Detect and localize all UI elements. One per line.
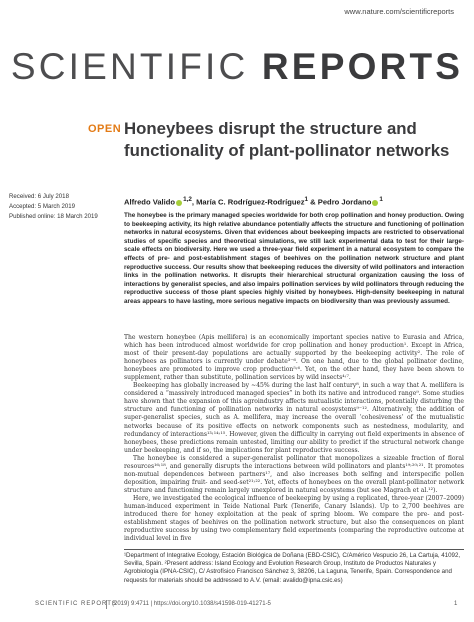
page-footer [0,600,474,612]
masthead-scientific: SCIENTIFIC [10,46,262,87]
body-paragraph: Here, we investigated the ecological influence of beekeeping by using a replicated, three-year (2007–2009) human-induced experiment in Teide National Park (Tenerife, Canary Islands). Up to 2,700 beehives are introduced there for honey exploitation at the peak of spring bloom. We compare the pre- and post-establishment stages of beehives on the pollination network structure, but also the consequences on plant reproductive success by using two complementary field experiments (comparing the reproductive outcome at individual level in five [124,494,464,543]
footer-journal-name: SCIENTIFIC REPORTS [35,601,117,607]
masthead-reports: REPORTS [261,46,464,87]
journal-masthead [0,46,474,88]
affiliation-divider [124,549,464,550]
body-paragraph: The western honeybee (Apis mellifera) is an economically important species native to Eurasia and Africa, which has been introduced almost worldwide for crop pollination and honey production¹. Except in Africa, most of their present-day populations are actually supported by the beekeeping activity². The role of honeybees as pollinators is currently under debate³⁻⁶. On one hand, due to the global pollinator decline, honeybees are promoted to improve crop production⁵˒⁶. Yet, on the other hand, they have been shown to supplement, rather than substitute, pollination services by wild insects⁴˒⁷. [124,334,464,382]
author-name[interactable]: , María C. Rodríguez-Rodríguez [191,197,305,207]
received-date: Received: 6 July 2018 [9,193,69,200]
author-affiliation-mark: 1 [304,196,309,203]
author-name[interactable]: & Pedro Jordano [308,197,372,207]
abstract: The honeybee is the primary managed species worldwide for both crop pollination and honey production. Owing to beekeeping activity, its high relative abundance potentially affects the structure and functioning of pollination networks in natural ecosystems. Given that evidences about beekeeping impacts are restricted to observational studies of specific species and theoretical simulations, we still lack experimental data to test for their large-scale effects on biodiversity. Here we used a three-year field experiment in a natural ecosystem to compare the effects of pre- and post-establishment stages of beehives on the pollination network structure and plant reproductive success. Our results show that beekeeping reduces the diversity of wild pollinators and interaction links in the pollination networks. It disrupts their hierarchical structural organization causing the loss of interactions by generalist species, and also impairs pollination services by wild pollinators through reducing the reproductive success of those plant species highly visited by honeybees. High-density beekeeping in natural areas appears to have lasting, more serious negative impacts on biodiversity than was previously assumed. [124,212,464,305]
body-paragraph: The honeybee is considered a super-generalist pollinator that monopolizes a sizeable fraction of floral resources¹⁶˒¹⁸, and generally disrupts the interactions between wild pollinators and plants¹⁹˒²⁰˒²¹. It promotes non-mutual dependences between partners¹⁷, and also increases both selfing and interspecific pollen deposition, impairing fruit- and seed-set²¹˒²². Yet, effects of honeybees on the overall plant-pollinator network structure and functioning remain largely unexplored in natural ecosystems (but see Magrach et al.¹²). [124,454,464,494]
orcid-icon[interactable] [372,200,378,206]
journal-url[interactable]: www.nature.com/scientificreports [344,7,454,16]
footer-citation[interactable]: (2019) 9:4711 | https://doi.org/10.1038/s41598-019-41271-5 [112,601,271,607]
orcid-icon[interactable] [176,200,182,206]
footer-divider [106,600,107,609]
affiliations: ¹Department of Integrative Ecology, Estación Biológica de Doñana (EBD-CSIC), C/Américo Vespucio 26, La Cartuja, 41092, Sevilla, Spain. ²Present address: Island Ecology and Evolution Research Group, Instituto de Productos Naturales y Agrobiología (IPNA-CSIC), C/ Astrofísico Francisco Sánchez 3, 38206, La Laguna, Tenerife, Spain. Correspondence and requests for materials should be addressed to A.V. (email: avalido@ipna.csic.es) [124,552,461,584]
open-access-label: OPEN [88,123,122,135]
author-list [124,196,464,207]
article-body [124,334,464,543]
published-date: Published online: 18 March 2019 [9,213,98,220]
accepted-date: Accepted: 5 March 2019 [9,203,76,210]
author-affiliation-mark: 1 [379,196,383,203]
author-affiliation-mark: 1,2 [183,196,192,203]
article-title: Honeybees disrupt the structure and functionality of plant-pollinator networks [124,119,450,160]
body-paragraph: Beekeeping has globally increased by ~45% during the last half century⁸, in such a way that A. mellifera is considered a “massively introduced managed species” in both its native and introduced range⁹. Some studies have shown that the expansion of this agroindustry affects mutualistic interactions, potentially disturbing the structure and functioning of pollination networks in natural ecosystems⁹⁻¹². Alternatively, the addition of super-generalist species, such as A. mellifera, may increase the overall ‘cohesiveness’ of the mutualistic networks because of its positive effects on network components such as nestedness, modularity, and redundancy of interactions¹³˒¹⁴˒¹⁵. However, given the difficulty in carrying out field experiments in absence of honeybees, these predictions remain untested, limiting our ability to predict if the structural network change under beekeeping, and if so, the implications for plant reproductive success. [124,382,464,454]
page-number: 1 [454,601,458,607]
publication-dates [9,192,119,222]
author-name[interactable]: Alfredo Valido [124,197,176,207]
